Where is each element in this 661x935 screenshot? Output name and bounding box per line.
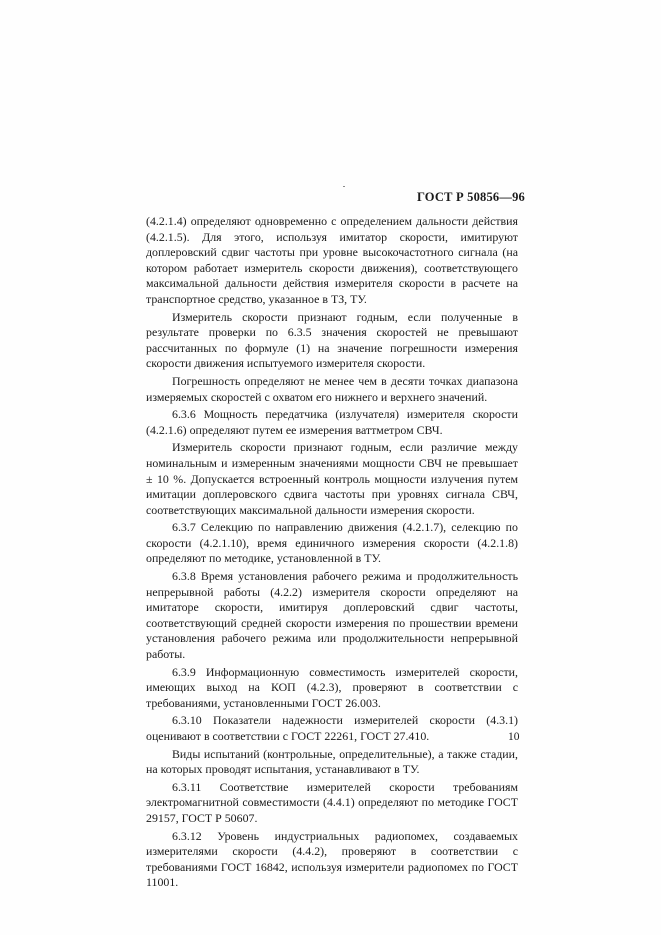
paragraph: Измеритель скорости признают годным, если полученные в результате проверки по 6.3.5 значения скоростей не превышают рассчитанных по формуле (1) на значение погрешности измерения скорости движения испытуемого измерителя скорости.: [146, 309, 518, 371]
paragraph-6-3-9: 6.3.9 Информационную совместимость измерителей скорости, имеющих выход на КОП (4.2.3), проверяют в соответствии с требованиями, установленными ГОСТ 26.003.: [146, 664, 518, 710]
paragraph: (4.2.1.4) определяют одновременно с определением дальности действия (4.2.1.5). Для этого, используя имитатор скорости, имитируют доплеровский сдвиг частоты при уровне высокочастотного сигнала (на котором работает измеритель скорости движения), соответствующего максимальной дальности действия измерителя скорости в расчете на транспортное средство, указанное в ТЗ, ТУ.: [146, 214, 518, 306]
paragraph-6-3-12: 6.3.12 Уровень индустриальных радиопомех, создаваемых измерителями скорости (4.4.2), проверяют в соответствии с требованиями ГОСТ 16842, используя измерители радиопомех по ГОСТ 11001.: [146, 828, 518, 890]
page-number: 10: [508, 731, 520, 743]
paragraph-6-3-7: 6.3.7 Селекцию по направлению движения (4.2.1.7), селекцию по скорости (4.2.1.10), время единичного измерения скорости (4.2.1.8) определяют по методике, установленной в ТУ.: [146, 520, 518, 566]
paragraph-6-3-10: 6.3.10 Показатели надежности измерителей скорости (4.3.1) оценивают в соответствии с ГОСТ 22261, ГОСТ 27.410.: [146, 713, 518, 743]
paragraph-6-3-8: 6.3.8 Время установления рабочего режима и продолжительность непрерывной работы (4.2.2) измерителя скорости определяют на имитаторе скорости, имитируя доплеровский сдвиг частоты, соответствующий средней скорости измерения по прошествии времени установления рабочего режима или продолжительности непрерывной работы.: [146, 569, 518, 662]
paragraph-6-3-6: 6.3.6 Мощность передатчика (излучателя) измерителя скорости (4.2.1.6) определяют путем ее измерения ваттметром СВЧ.: [146, 407, 518, 437]
paragraph-6-3-11: 6.3.11 Соответствие измерителей скорости требованиям электромагнитной совместимости (4.4.1) определяют по методике ГОСТ 29157, ГОСТ Р 50607.: [146, 779, 518, 825]
body-text: [146, 214, 518, 893]
paragraph: Измеритель скорости признают годным, если различие между номинальным и измеренным значениями мощности СВЧ не превышает ± 10 %. Допускается встроенный контроль мощности излучения путем имитации доплеровского сдвига частоты при уровнях сигнала СВЧ, соответствующих максимальной дальности измерения скорости.: [146, 440, 518, 517]
paragraph: Виды испытаний (контрольные, определительные), а также стадии, на которых проводят испытания, устанавливают в ТУ.: [146, 746, 518, 777]
paragraph: Погрешность определяют не менее чем в десяти точках диапазона измеряемых скоростей с охватом его нижнего и верхнего значений.: [146, 373, 518, 404]
scan-speck: [343, 186, 345, 187]
standard-header: ГОСТ Р 50856—96: [416, 190, 525, 204]
